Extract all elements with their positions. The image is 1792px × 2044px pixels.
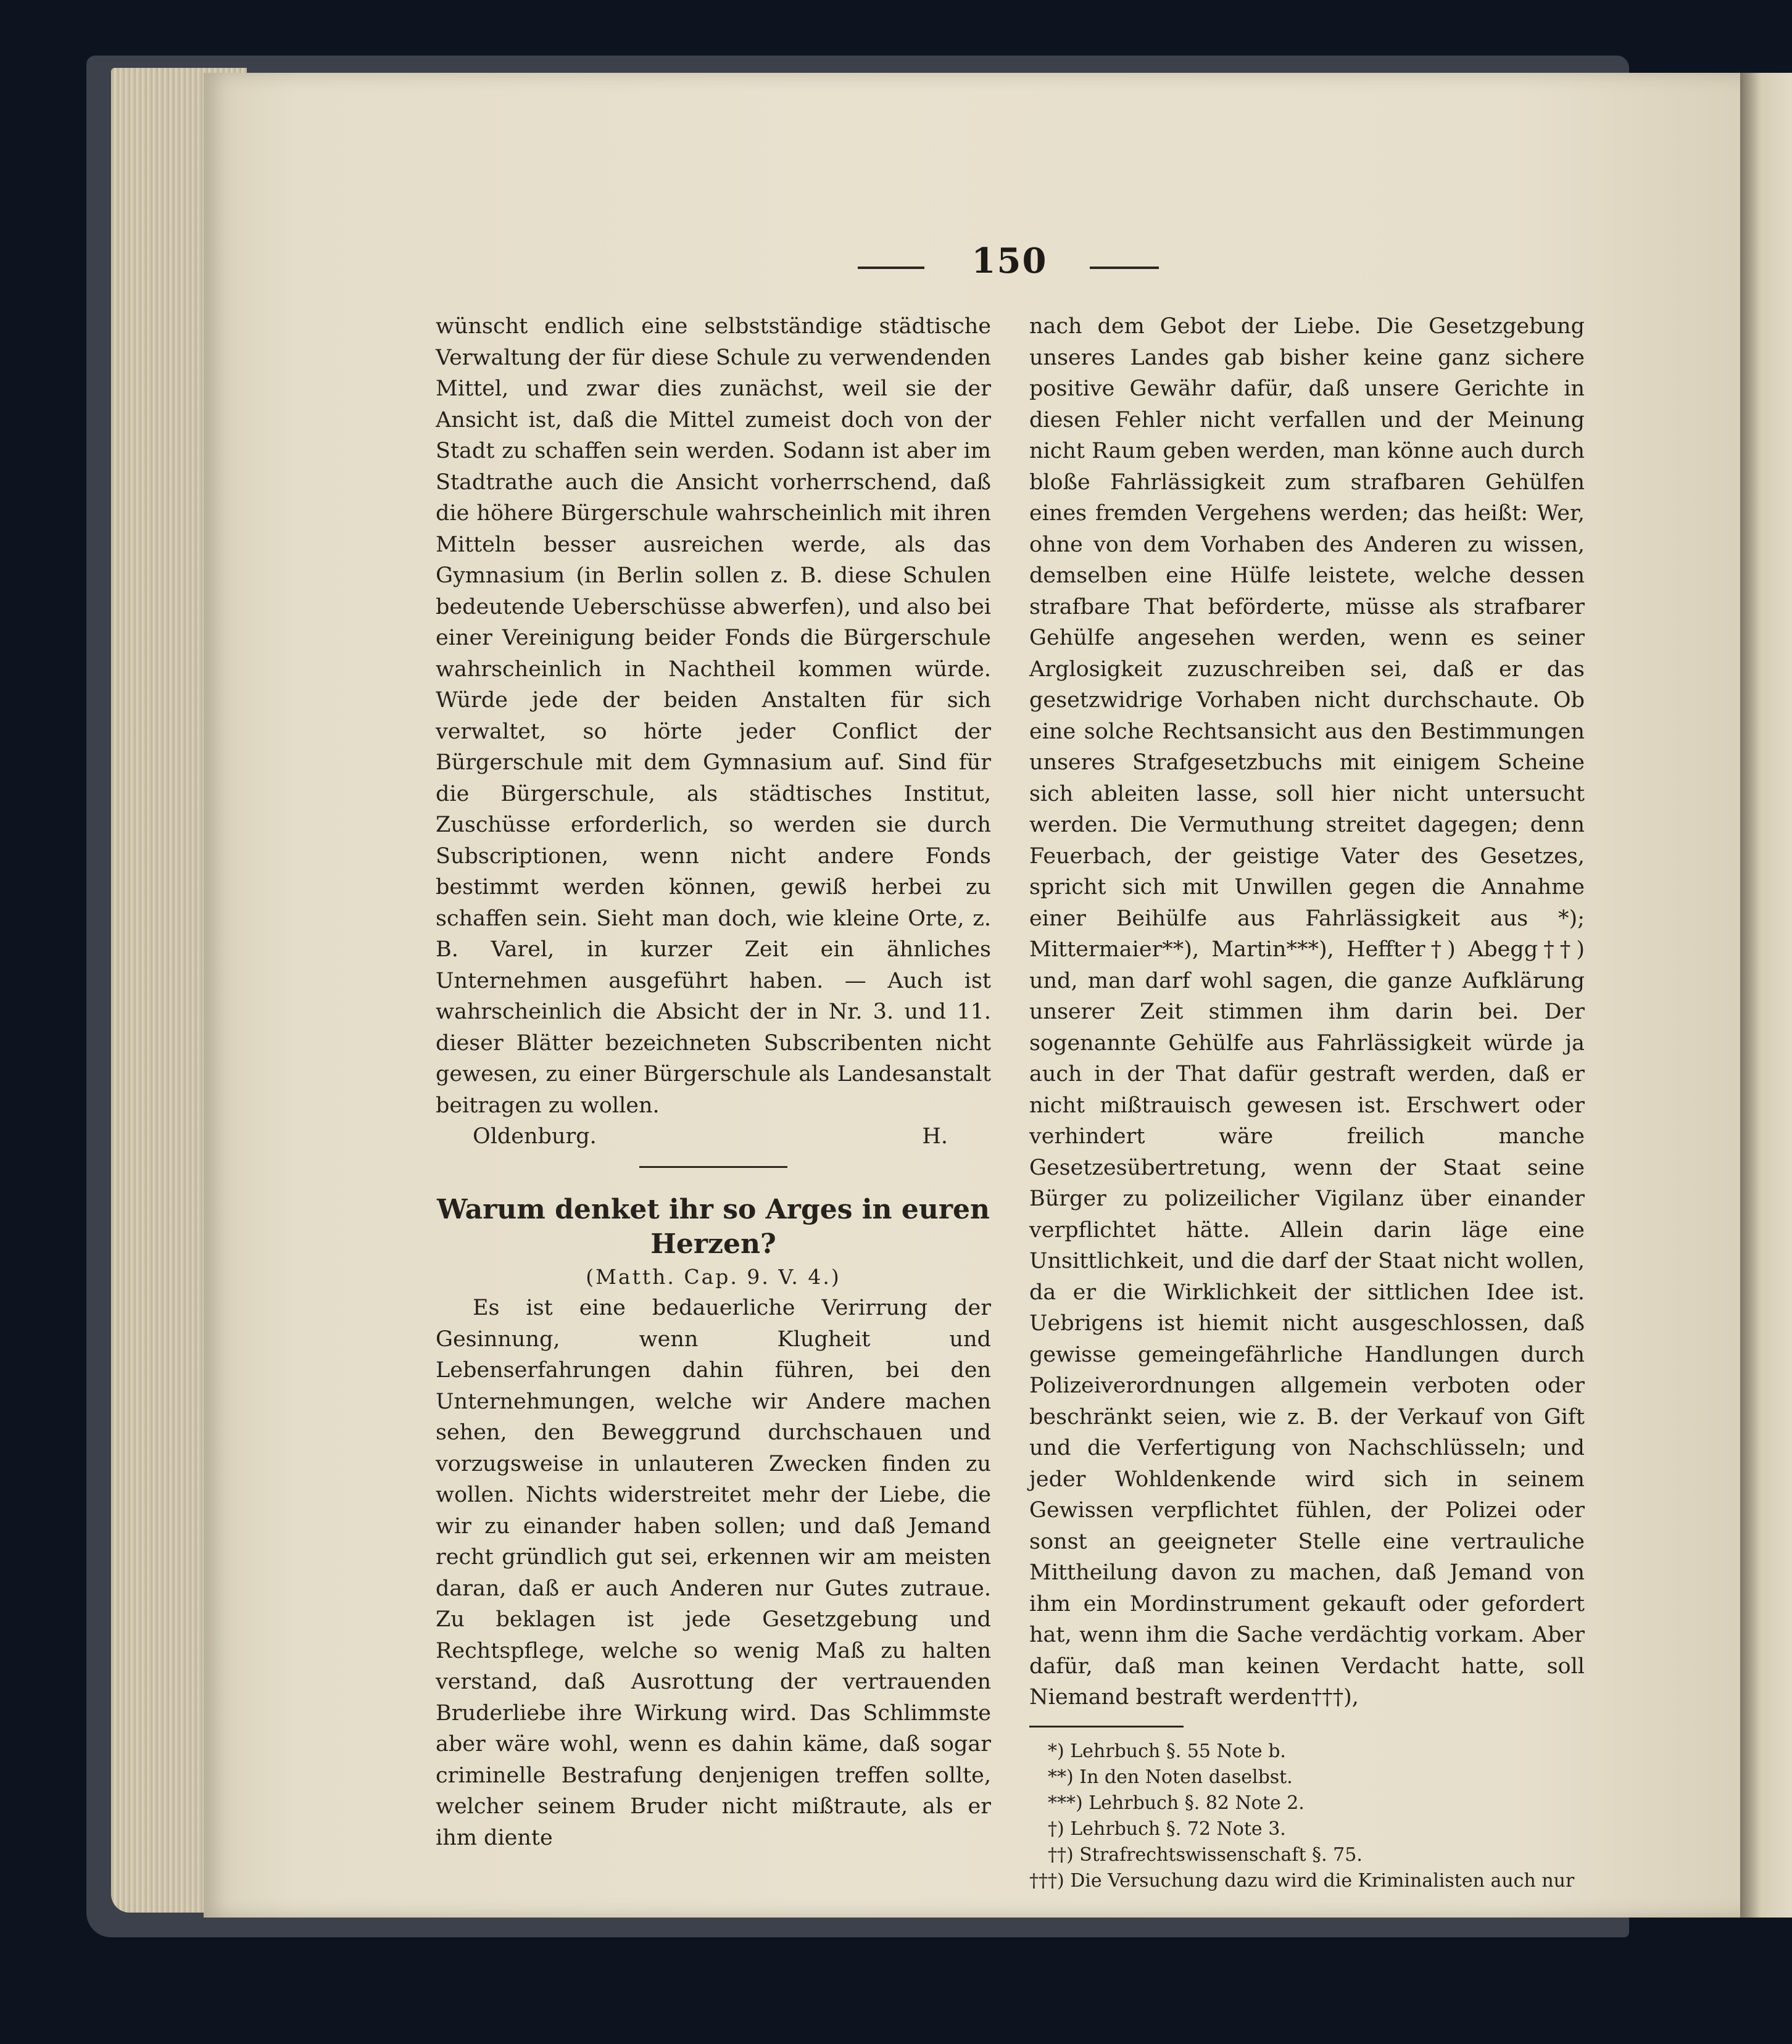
- right-paragraph: nach dem Gebot der Liebe. Die Gesetzgebung unseres Landes gab bisher keine ganz sichere positive Gewähr dafür, daß unsere Gerichte in diesen Fehler nicht verfallen und der Meinung nicht Raum geben werden, man könne auch durch bloße Fahrlässigkeit zum strafbaren Gehülfen eines fremden Vergehens werden; das heißt: Wer, ohne von dem Vorhaben des Anderen zu wissen, demselben eine Hülfe leistete, welche dessen strafbare That beförderte, müsse als strafbarer Gehülfe angesehen werden, wenn es seiner Arglosigkeit zuzuschreiben sei, daß er das gesetzwidrige Vorhaben nicht durchschaute. Ob eine solche Rechtsansicht aus den Bestimmungen unseres Strafgesetzbuchs mit einigem Scheine sich ableiten lasse, soll hier nicht untersucht werden. Die Vermuthung streitet dagegen; denn Feuerbach, der geistige Vater des Gesetzes, spricht sich mit Unwillen gegen die Annahme einer Beihülfe aus Fahrlässigkeit aus *); Mittermaier**), Martin***), Heffter†) Abegg††) und, man darf wohl sagen, die ganze Aufklärung unserer Zeit stimmen ihm darin bei. Der sogenannte Gehülfe aus Fahrlässigkeit würde ja auch in der That dafür gestraft werden, daß er nicht mißtrauisch gewesen ist. Erschwert oder verhindert wäre freilich manche Gesetzesübertretung, wenn der Staat seine Bürger zu polizeilicher Vigilanz über einander verpflichtet hätte. Allein darin läge eine Unsittlichkeit, und die darf der Staat nicht wollen, da er die Wirklichkeit der sittlichen Idee ist. Uebrigens ist hiemit nicht ausgeschlossen, daß gewisse gemeingefährliche Handlungen durch Polizeiverordnungen allgemein verboten oder beschränkt seien, wie z. B. der Verkauf von Gift und die Verfertigung von Nachschlüsseln; und jeder Wohldenkende wird sich in seinem Gewissen verpflichtet fühlen, der Polizei oder sonst an geeigneter Stelle eine vertrauliche Mittheilung davon zu machen, daß Jemand von ihm ein Mordinstrument gekauft oder gefordert hat, wenn ihm die Sache verdächtig vorkam. Aber dafür, daß man keinen Verdacht hatte, soll Niemand bestraft werden†††),: [1029, 314, 1585, 1710]
- footnote: †) Lehrbuch §. 72 Note 3.: [1048, 1818, 1286, 1840]
- footnote: **) In den Noten daselbst.: [1048, 1766, 1293, 1788]
- left-paragraph-1: wünscht endlich eine selbstständige städtische Verwaltung der für diese Schule zu verwendenden Mittel, und zwar dies zunächst, weil sie der Ansicht ist, daß die Mittel zumeist doch von der Stadt zu schaffen sein werden. Sodann ist aber im Stadtrathe auch die Ansicht vorherrschend, daß die höhere Bürgerschule wahrscheinlich mit ihren Mitteln besser ausreichen werde, als das Gymnasium (in Berlin sollen z. B. diese Schulen bedeutende Ueberschüsse abwerfen), und also bei einer Vereinigung beider Fonds die Bürgerschule wahrscheinlich in Nachtheil kommen würde. Würde jede der beiden Anstalten für sich verwaltet, so hörte jeder Conflict der Bürgerschule mit dem Gymnasium auf. Sind für die Bürgerschule, als städtisches Institut, Zuschüsse erforderlich, so werden sie durch Subscriptionen, wenn nicht andere Fonds bestimmt werden können, gewiß herbei zu schaffen sein. Sieht man doch, wie kleine Orte, z. B. Varel, in kurzer Zeit ein ähnliches Unternehmen ausgeführt haben. — Auch ist wahrscheinlich die Absicht der in Nr. 3. und 11. dieser Blätter bezeichneten Subscribenten nicht gewesen, zu einer Bürgerschule als Landesanstalt beitragen zu wollen.: [436, 314, 991, 1118]
- facing-page-edge: [1740, 73, 1792, 1918]
- footnote: †††) Die Versuchung dazu wird die Kriminalisten auch nur: [1029, 1869, 1575, 1892]
- footnote-divider: [1029, 1726, 1184, 1727]
- footnote: ††) Strafrechtswissenschaft §. 75.: [1048, 1843, 1363, 1866]
- bible-citation: (Matth. Cap. 9. V. 4.): [586, 1264, 841, 1289]
- signature-line: [436, 1121, 991, 1152]
- footnote: *) Lehrbuch §. 55 Note b.: [1048, 1740, 1286, 1762]
- section-divider: [639, 1166, 787, 1168]
- footnote: ***) Lehrbuch §. 82 Note 2.: [1048, 1792, 1305, 1814]
- header-rule-right: [1090, 267, 1159, 269]
- left-paragraph-2: Es ist eine bedauerliche Verirrung der Gesinnung, wenn Klugheit und Lebenserfahrungen dahin führen, bei den Unternehmungen, welche wir Andere machen sehen, den Beweggrund durchschauen und vorzugsweise in unlauteren Zwecken finden zu wollen. Nichts widerstreitet mehr der Liebe, die wir zu einander haben sollen; und daß Jemand recht gründlich gut sei, erkennen wir am meisten daran, daß er auch Anderen nur Gutes zutraue. Zu beklagen ist jede Gesetzgebung und Rechtspflege, welche so wenig Maß zu halten verstand, daß Ausrottung der vertrauenden Bruderliebe ihre Wirkung wird. Das Schlimmste aber wäre wohl, wenn es dahin käme, daß sogar criminelle Bestrafung denjenigen treffen sollte, welcher seinem Bruder nicht mißtraute, als er ihm diente: [436, 1296, 991, 1850]
- place-name: Oldenburg.: [473, 1124, 597, 1149]
- left-column: [436, 311, 991, 1853]
- author-signature: H.: [922, 1124, 948, 1149]
- article-title: Warum denket ihr so Arges in euren Herzen?: [436, 1193, 990, 1260]
- page-number: 150: [971, 241, 1048, 281]
- right-column: [1029, 311, 1585, 1894]
- header-rule-left: [858, 267, 924, 269]
